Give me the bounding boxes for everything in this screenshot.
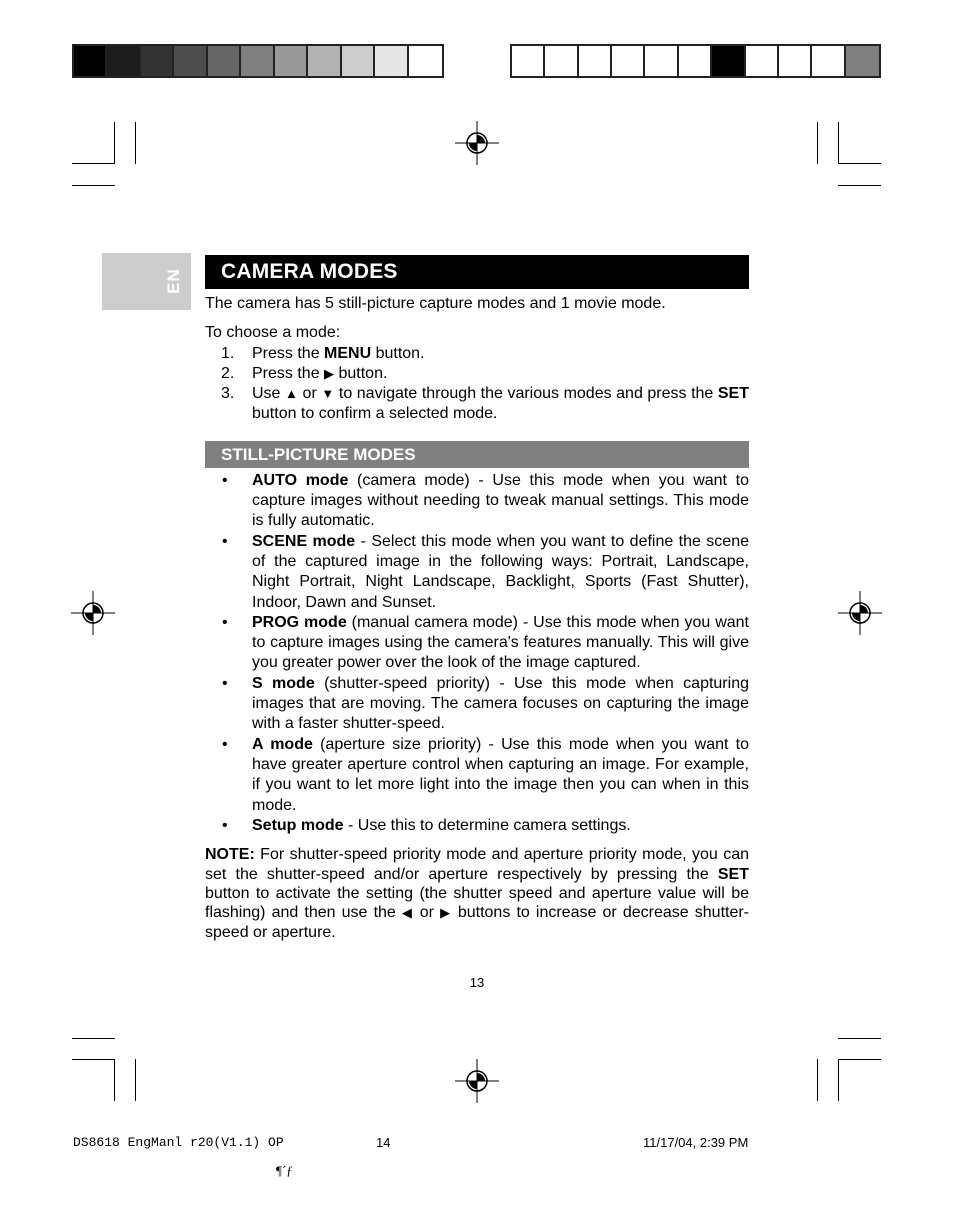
language-tab [102, 253, 191, 310]
calibration-swatch [241, 46, 274, 76]
crop-mark [114, 1059, 115, 1101]
section-intro: The camera has 5 still-picture capture modes and 1 movie mode. [205, 295, 666, 312]
calibration-swatch [679, 46, 712, 76]
crop-mark [838, 1038, 881, 1039]
calibration-bar-left [72, 44, 444, 78]
right-arrow-icon: ▶ [440, 905, 452, 921]
crop-mark [838, 122, 839, 164]
down-arrow-icon: ▼ [321, 386, 335, 402]
section-title: CAMERA MODES [205, 255, 749, 289]
calibration-swatch [375, 46, 408, 76]
registration-mark-icon [455, 121, 499, 165]
crop-mark [838, 1059, 839, 1101]
page-number: 13 [469, 975, 485, 990]
list-item: 1. Press the MENU button. [221, 344, 425, 362]
crop-mark [72, 163, 115, 164]
list-item: 3. Use ▲ or ▼ to navigate through the various modes and press the SET button to confirm a selected mode. [221, 385, 749, 423]
calibration-swatch [545, 46, 578, 76]
left-arrow-icon: ◀ [401, 905, 414, 921]
calibration-swatch [812, 46, 845, 76]
right-arrow-icon: ▶ [324, 365, 335, 381]
list-item: • AUTO mode (camera mode) - Use this mode when you want to capture images without needing to tweak manual settings. This mode is fully automatic. [222, 471, 750, 530]
main-content [205, 255, 749, 942]
crop-mark [72, 185, 115, 186]
calibration-swatch [342, 46, 375, 76]
calibration-swatch [579, 46, 612, 76]
calibration-swatch [308, 46, 341, 76]
modes-list [205, 471, 749, 836]
list-item: • PROG mode (manual camera mode) - Use this mode when you want to capture images using the camera's features manually. This will give you greater power over the look of the image captured. [222, 613, 749, 672]
calibration-swatch [712, 46, 745, 76]
steps-list [205, 344, 749, 425]
note-paragraph: NOTE: For shutter-speed priority mode and aperture priority mode, you can set the shutter-speed and/or aperture respectively by pressing the SET button to activate the setting (the shutter speed and aperture value will be flashing) and then use the ◀ or ▶ buttons to increase or decrease shutter-speed or aperture. [205, 846, 750, 941]
calibration-swatch [409, 46, 442, 76]
calibration-swatch [275, 46, 308, 76]
list-item: • SCENE mode - Select this mode when you want to define the scene of the captured image in the following ways: Portrait, Landscape, Night Portrait, Night Landscape, Backlight, Sports (Fast Shutter), Indoor, Dawn and Sunset. [222, 532, 749, 611]
footer-page: 14 [376, 1135, 391, 1150]
calibration-swatch [645, 46, 678, 76]
calibration-swatch [141, 46, 174, 76]
crop-mark [72, 1038, 115, 1039]
crop-mark [135, 122, 136, 164]
crop-mark [135, 1059, 136, 1101]
registration-mark-icon [455, 1059, 499, 1103]
calibration-swatch [208, 46, 241, 76]
subsection-title: STILL-PICTURE MODES [205, 441, 749, 468]
calibration-swatch [846, 46, 879, 76]
crop-mark [838, 163, 881, 164]
registration-mark-icon [838, 591, 882, 635]
calibration-swatch [612, 46, 645, 76]
footer-file-info: DS8618 EngManl r20(V1.1) OP [73, 1135, 284, 1150]
calibration-swatch [779, 46, 812, 76]
crop-mark [72, 1059, 115, 1060]
language-tab-label: EN [164, 268, 183, 294]
footer-timestamp: 11/17/04, 2:39 PM [643, 1135, 749, 1150]
crop-mark [114, 122, 115, 164]
crop-mark [817, 122, 818, 164]
crop-mark [817, 1059, 818, 1101]
list-item: 2. Press the ▶ button. [221, 364, 388, 382]
choose-label: To choose a mode: [205, 324, 341, 342]
calibration-swatch [74, 46, 107, 76]
up-arrow-icon: ▲ [285, 386, 298, 402]
calibration-swatch [746, 46, 779, 76]
list-item: • A mode (aperture size priority) - Use this mode when you want to have greater aperture control when capturing an image. For example, if you want to let more light into the image then you can when in this mode. [222, 735, 750, 814]
list-item: • S mode (shutter-speed priority) - Use this mode when capturing images that are moving. The camera focuses on capturing the image with a faster shutter-speed. [222, 674, 749, 733]
calibration-bar-right [510, 44, 881, 78]
list-item: • Setup mode - Use this to determine camera settings. [222, 816, 631, 834]
crop-mark [838, 185, 881, 186]
footer-symbol: ¶´ƒ [276, 1163, 293, 1178]
calibration-swatch [174, 46, 207, 76]
calibration-swatch [107, 46, 140, 76]
calibration-swatch [512, 46, 545, 76]
registration-mark-icon [71, 591, 115, 635]
crop-mark [838, 1059, 881, 1060]
